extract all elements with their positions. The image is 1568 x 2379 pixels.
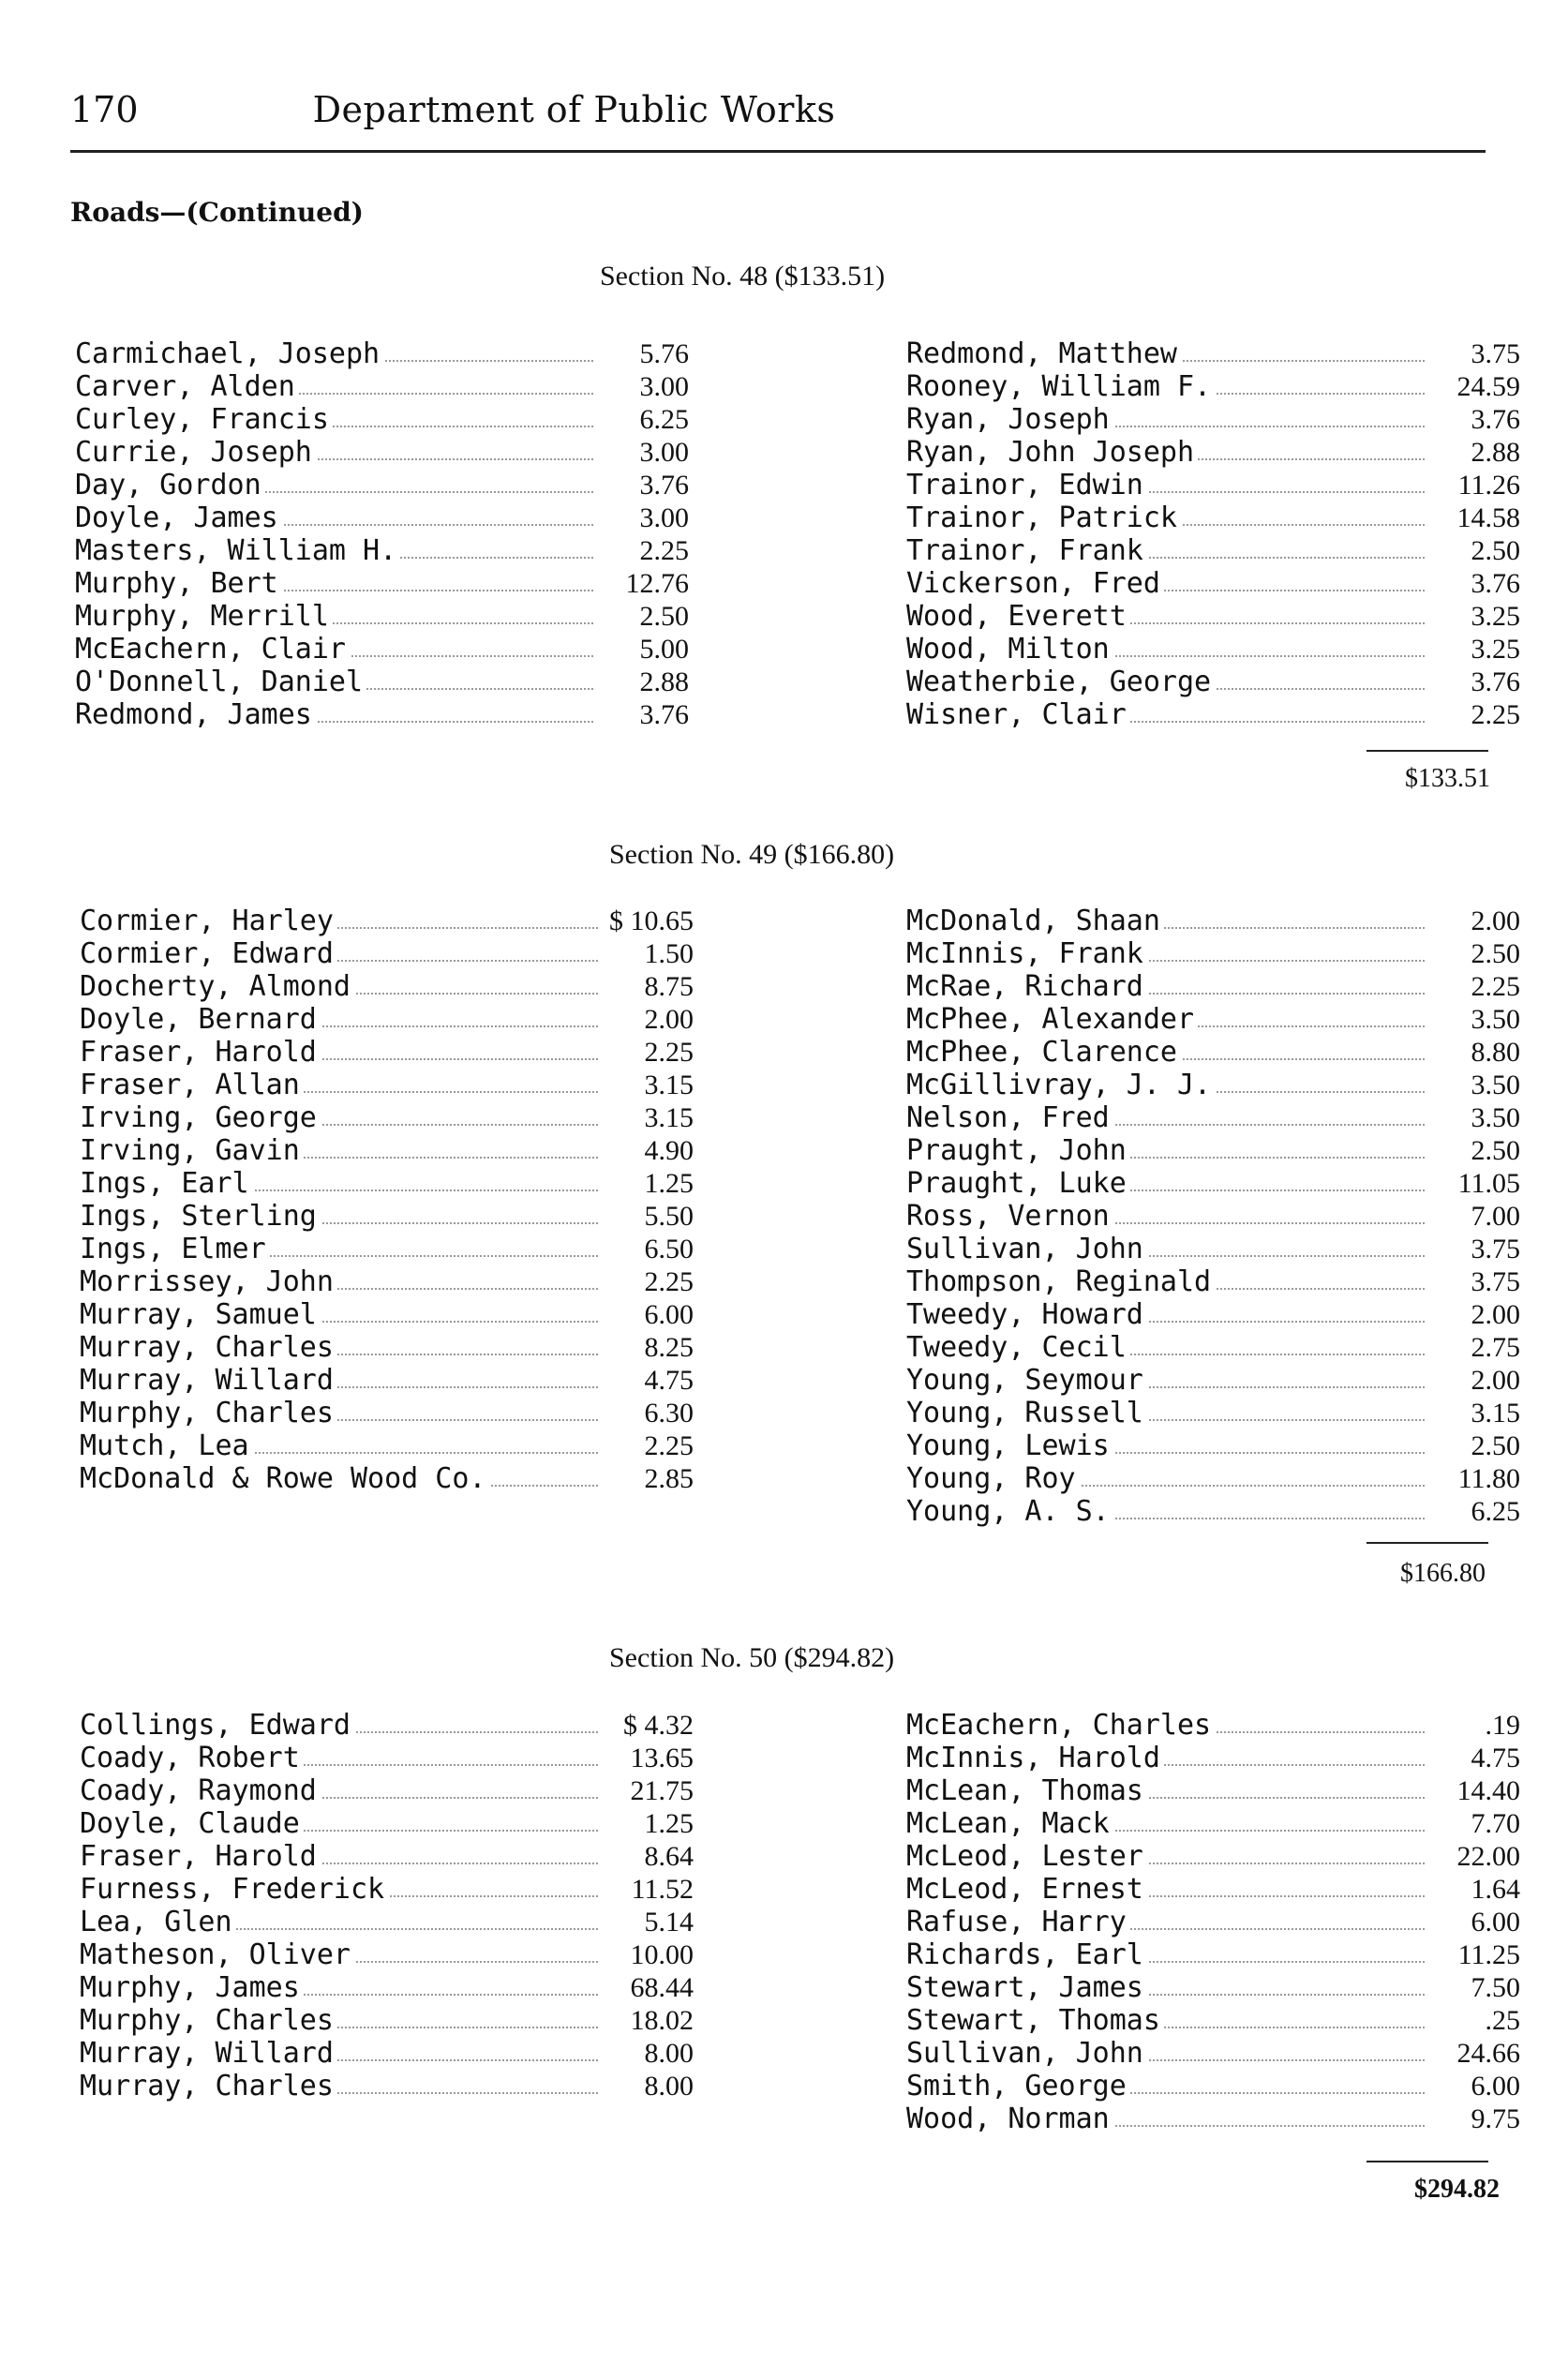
entry-amount: 2.50 — [1426, 534, 1520, 567]
entry-amount: 8.75 — [600, 970, 694, 1003]
list-item — [80, 1742, 694, 1774]
entry-amount: 3.00 — [595, 370, 689, 403]
entry-name: Fraser, Harold — [80, 1036, 321, 1069]
entry-amount: 8.25 — [600, 1331, 694, 1364]
entry-amount: 3.15 — [600, 1101, 694, 1134]
page-number: 170 — [70, 89, 139, 130]
entry-amount: 18.02 — [600, 2004, 694, 2037]
list-item — [906, 1167, 1520, 1200]
list-item — [80, 905, 694, 937]
continued-label: Roads—(Continued) — [70, 197, 364, 228]
entry-name: Trainor, Frank — [906, 534, 1147, 567]
entry-amount: 11.52 — [600, 1873, 694, 1906]
list-item — [75, 403, 689, 436]
entry-amount: 3.00 — [595, 501, 689, 534]
entry-name: Young, Roy — [906, 1462, 1080, 1495]
list-item — [906, 1101, 1520, 1134]
entry-name: McDonald & Rowe Wood Co. — [80, 1462, 489, 1495]
entry-amount: 24.59 — [1426, 370, 1520, 403]
section-50-right-column — [906, 1709, 1520, 2135]
list-item — [80, 1807, 694, 1840]
entry-amount: 14.58 — [1426, 501, 1520, 534]
list-item — [906, 1709, 1520, 1742]
entry-name: Trainor, Edwin — [906, 469, 1147, 501]
list-item — [906, 1233, 1520, 1265]
list-item — [80, 1298, 694, 1331]
entry-name: O'Donnell, Daniel — [75, 666, 366, 698]
entry-name: Ings, Elmer — [80, 1233, 270, 1265]
list-item — [906, 1036, 1520, 1069]
list-item — [75, 633, 689, 666]
section-49-right-column — [906, 905, 1520, 1528]
entry-name: Docherty, Almond — [80, 970, 354, 1003]
list-item — [906, 633, 1520, 666]
entry-name: Currie, Joseph — [75, 436, 316, 469]
entry-name: McPhee, Clarence — [906, 1036, 1181, 1069]
list-item — [75, 567, 689, 600]
entry-amount: 6.25 — [1426, 1495, 1520, 1528]
entry-amount: 5.76 — [595, 337, 689, 370]
entry-name: Murray, Samuel — [80, 1298, 321, 1331]
list-item — [906, 1906, 1520, 1938]
header-rule — [70, 150, 1486, 153]
entry-amount: 5.14 — [600, 1906, 694, 1938]
entry-amount: 8.00 — [600, 2037, 694, 2070]
list-item — [906, 1495, 1520, 1528]
entry-name: Praught, John — [906, 1134, 1130, 1167]
list-item — [906, 1742, 1520, 1774]
entry-name: Mutch, Lea — [80, 1429, 253, 1462]
entry-name: Smith, George — [906, 2070, 1130, 2102]
entry-name: Sullivan, John — [906, 2037, 1147, 2070]
entry-amount: 6.00 — [1426, 2070, 1520, 2102]
entry-name: Vickerson, Fred — [906, 567, 1164, 600]
list-item — [80, 1265, 694, 1298]
list-item — [80, 1938, 694, 1971]
entry-amount: 2.88 — [595, 666, 689, 698]
entry-amount: 3.75 — [1426, 1233, 1520, 1265]
section-50-total: $294.82 — [1414, 2175, 1500, 2204]
list-item — [80, 1429, 694, 1462]
section-50-title: Section No. 50 ($294.82) — [609, 1642, 895, 1673]
list-item — [906, 1364, 1520, 1397]
list-item — [906, 2070, 1520, 2102]
list-item — [80, 1709, 694, 1742]
list-item — [80, 1167, 694, 1200]
entry-amount: 1.25 — [600, 1167, 694, 1200]
entry-name: McRae, Richard — [906, 970, 1147, 1003]
entry-amount: 21.75 — [600, 1774, 694, 1807]
entry-amount: 3.15 — [600, 1069, 694, 1101]
entry-name: Coady, Robert — [80, 1742, 304, 1774]
list-item — [75, 337, 689, 370]
entry-name: Praught, Luke — [906, 1167, 1130, 1200]
list-item — [906, 1134, 1520, 1167]
list-item — [80, 1331, 694, 1364]
entry-amount: 3.00 — [595, 436, 689, 469]
entry-name: Masters, William H. — [75, 534, 400, 567]
list-item — [80, 1134, 694, 1167]
entry-name: Carver, Alden — [75, 370, 299, 403]
list-item — [906, 436, 1520, 469]
entry-amount: 10.00 — [600, 1938, 694, 1971]
list-item — [906, 534, 1520, 567]
list-item — [80, 1873, 694, 1906]
entry-name: Stewart, James — [906, 1971, 1147, 2004]
entry-amount: 3.15 — [1426, 1397, 1520, 1429]
entry-name: Murphy, Charles — [80, 1397, 337, 1429]
entry-amount: 7.50 — [1426, 1971, 1520, 2004]
entry-amount: 4.90 — [600, 1134, 694, 1167]
entry-name: Sullivan, John — [906, 1233, 1147, 1265]
list-item — [75, 698, 689, 731]
list-item — [906, 567, 1520, 600]
entry-amount: 24.66 — [1426, 2037, 1520, 2070]
entry-amount: 11.25 — [1426, 1938, 1520, 1971]
entry-amount: $ 4.32 — [600, 1709, 694, 1742]
section-48-right-column — [906, 337, 1520, 731]
entry-name: Murphy, Bert — [75, 567, 282, 600]
entry-amount: 2.50 — [1426, 937, 1520, 970]
entry-name: Ings, Earl — [80, 1167, 253, 1200]
list-item — [906, 1397, 1520, 1429]
page-header — [70, 89, 1486, 145]
entry-amount: 14.40 — [1426, 1774, 1520, 1807]
entry-name: Morrissey, John — [80, 1265, 337, 1298]
list-item — [80, 2037, 694, 2070]
entry-amount: 3.50 — [1426, 1003, 1520, 1036]
entry-amount: 2.88 — [1426, 436, 1520, 469]
entry-name: Murphy, James — [80, 1971, 304, 2004]
list-item — [75, 666, 689, 698]
entry-name: McEachern, Charles — [906, 1709, 1215, 1742]
list-item — [80, 970, 694, 1003]
list-item — [906, 905, 1520, 937]
list-item — [906, 1873, 1520, 1906]
entry-name: Collings, Edward — [80, 1709, 354, 1742]
entry-name: Irving, George — [80, 1101, 321, 1134]
list-item — [80, 2070, 694, 2102]
entry-name: Nelson, Fred — [906, 1101, 1113, 1134]
entry-name: McDonald, Shaan — [906, 905, 1164, 937]
entry-amount: 2.00 — [600, 1003, 694, 1036]
entry-amount: 8.80 — [1426, 1036, 1520, 1069]
section-48-title: Section No. 48 ($133.51) — [600, 261, 886, 292]
entry-name: Murphy, Merrill — [75, 600, 333, 633]
entry-name: Tweedy, Cecil — [906, 1331, 1130, 1364]
entry-amount: 11.05 — [1426, 1167, 1520, 1200]
entry-name: Lea, Glen — [80, 1906, 236, 1938]
entry-name: Young, Seymour — [906, 1364, 1147, 1397]
list-item — [906, 1938, 1520, 1971]
entry-amount: 2.75 — [1426, 1331, 1520, 1364]
list-item — [906, 1200, 1520, 1233]
entry-name: Cormier, Edward — [80, 937, 337, 970]
entry-name: Ryan, John Joseph — [906, 436, 1198, 469]
entry-amount: 2.85 — [600, 1462, 694, 1495]
entry-amount: 4.75 — [600, 1364, 694, 1397]
list-item — [906, 1298, 1520, 1331]
entry-amount: .19 — [1426, 1709, 1520, 1742]
entry-amount: 3.76 — [595, 698, 689, 731]
list-item — [906, 1429, 1520, 1462]
list-item — [80, 1003, 694, 1036]
entry-amount: 8.64 — [600, 1840, 694, 1873]
entry-amount: 4.75 — [1426, 1742, 1520, 1774]
entry-amount: 2.25 — [595, 534, 689, 567]
entry-name: Rooney, William F. — [906, 370, 1215, 403]
entry-amount: 3.76 — [1426, 666, 1520, 698]
entry-name: McInnis, Frank — [906, 937, 1147, 970]
list-item — [906, 2004, 1520, 2037]
list-item — [80, 1069, 694, 1101]
entry-amount: 3.50 — [1426, 1069, 1520, 1101]
entry-name: Redmond, Matthew — [906, 337, 1181, 370]
entry-amount: 3.75 — [1426, 1265, 1520, 1298]
entry-amount: 2.00 — [1426, 1298, 1520, 1331]
entry-name: Stewart, Thomas — [906, 2004, 1164, 2037]
entry-name: Coady, Raymond — [80, 1774, 321, 1807]
entry-name: McGillivray, J. J. — [906, 1069, 1215, 1101]
entry-name: Tweedy, Howard — [906, 1298, 1147, 1331]
entry-amount: 3.76 — [595, 469, 689, 501]
list-item — [906, 1265, 1520, 1298]
entry-name: Curley, Francis — [75, 403, 333, 436]
entry-amount: 22.00 — [1426, 1840, 1520, 1873]
list-item — [906, 403, 1520, 436]
list-item — [906, 1774, 1520, 1807]
section-49-total: $166.80 — [1400, 1559, 1486, 1588]
entry-name: Wood, Norman — [906, 2102, 1113, 2135]
entry-name: Murray, Charles — [80, 2070, 337, 2102]
list-item — [80, 937, 694, 970]
list-item — [906, 1840, 1520, 1873]
list-item — [906, 600, 1520, 633]
list-item — [80, 1364, 694, 1397]
list-item — [906, 698, 1520, 731]
list-item — [75, 501, 689, 534]
entry-name: Rafuse, Harry — [906, 1906, 1130, 1938]
list-item — [75, 534, 689, 567]
list-item — [906, 370, 1520, 403]
list-item — [906, 2102, 1520, 2135]
entry-name: McLean, Thomas — [906, 1774, 1147, 1807]
entry-amount: 2.50 — [1426, 1429, 1520, 1462]
entry-amount: 5.00 — [595, 633, 689, 666]
section-49-left-column — [80, 905, 694, 1495]
list-item — [80, 1774, 694, 1807]
entry-name: Fraser, Allan — [80, 1069, 304, 1101]
entry-amount: 3.76 — [1426, 567, 1520, 600]
entry-amount: 11.80 — [1426, 1462, 1520, 1495]
entry-name: Murray, Charles — [80, 1331, 337, 1364]
entry-amount: 2.25 — [600, 1036, 694, 1069]
entry-name: Thompson, Reginald — [906, 1265, 1215, 1298]
entry-name: Matheson, Oliver — [80, 1938, 354, 1971]
entry-name: Murray, Willard — [80, 1364, 337, 1397]
list-item — [80, 1906, 694, 1938]
list-item — [906, 666, 1520, 698]
entry-name: McInnis, Harold — [906, 1742, 1164, 1774]
entry-name: Ross, Vernon — [906, 1200, 1113, 1233]
list-item — [75, 469, 689, 501]
section-50-left-column — [80, 1709, 694, 2102]
entry-amount: 3.76 — [1426, 403, 1520, 436]
entry-amount: 13.65 — [600, 1742, 694, 1774]
entry-name: Day, Gordon — [75, 469, 265, 501]
entry-name: Fraser, Harold — [80, 1840, 321, 1873]
list-item — [80, 1840, 694, 1873]
entry-amount: 1.50 — [600, 937, 694, 970]
list-item — [80, 1397, 694, 1429]
entry-name: Doyle, Bernard — [80, 1003, 321, 1036]
entry-amount: 1.25 — [600, 1807, 694, 1840]
list-item — [75, 370, 689, 403]
entry-amount: 7.00 — [1426, 1200, 1520, 1233]
entry-amount: 3.25 — [1426, 600, 1520, 633]
entry-name: Wood, Everett — [906, 600, 1130, 633]
list-item — [75, 436, 689, 469]
entry-amount: 2.25 — [600, 1265, 694, 1298]
entry-name: Doyle, Claude — [80, 1807, 304, 1840]
entry-amount: .25 — [1426, 2004, 1520, 2037]
list-item — [906, 2037, 1520, 2070]
list-item — [906, 1003, 1520, 1036]
entry-amount: 2.25 — [1426, 970, 1520, 1003]
list-item — [906, 501, 1520, 534]
list-item — [906, 1807, 1520, 1840]
entry-name: Young, Lewis — [906, 1429, 1113, 1462]
entry-name: Carmichael, Joseph — [75, 337, 383, 370]
list-item — [906, 1462, 1520, 1495]
entry-amount: 1.64 — [1426, 1873, 1520, 1906]
list-item — [80, 2004, 694, 2037]
entry-amount: 2.50 — [1426, 1134, 1520, 1167]
entry-name: Weatherbie, George — [906, 666, 1215, 698]
entry-amount: 68.44 — [600, 1971, 694, 2004]
entry-amount: 7.70 — [1426, 1807, 1520, 1840]
entry-amount: 3.25 — [1426, 633, 1520, 666]
section-50-total-rule — [1366, 2161, 1488, 2162]
list-item — [906, 337, 1520, 370]
entry-amount: 6.50 — [600, 1233, 694, 1265]
entry-amount: 6.25 — [595, 403, 689, 436]
entry-amount: 6.00 — [1426, 1906, 1520, 1938]
entry-name: Ryan, Joseph — [906, 403, 1113, 436]
page-title: Department of Public Works — [312, 89, 836, 130]
list-item — [80, 1462, 694, 1495]
entry-name: McLean, Mack — [906, 1807, 1113, 1840]
list-item — [906, 1069, 1520, 1101]
entry-amount: 3.75 — [1426, 337, 1520, 370]
entry-amount: 6.00 — [600, 1298, 694, 1331]
section-49-title: Section No. 49 ($166.80) — [609, 839, 895, 870]
list-item — [80, 1200, 694, 1233]
entry-name: Wisner, Clair — [906, 698, 1130, 731]
section-48-total-rule — [1366, 750, 1488, 752]
entry-name: Richards, Earl — [906, 1938, 1147, 1971]
entry-amount: 9.75 — [1426, 2102, 1520, 2135]
list-item — [80, 1233, 694, 1265]
entry-name: Furness, Frederick — [80, 1873, 388, 1906]
list-item — [80, 1971, 694, 2004]
list-item — [906, 1971, 1520, 2004]
entry-name: Murphy, Charles — [80, 2004, 337, 2037]
entry-name: McLeod, Lester — [906, 1840, 1147, 1873]
list-item — [906, 469, 1520, 501]
entry-name: Irving, Gavin — [80, 1134, 304, 1167]
entry-name: McPhee, Alexander — [906, 1003, 1198, 1036]
section-49-total-rule — [1366, 1542, 1488, 1544]
entry-name: Trainor, Patrick — [906, 501, 1181, 534]
entry-name: Murray, Willard — [80, 2037, 337, 2070]
entry-name: Doyle, James — [75, 501, 282, 534]
list-item — [80, 1101, 694, 1134]
entry-amount: 2.00 — [1426, 1364, 1520, 1397]
entry-name: Young, Russell — [906, 1397, 1147, 1429]
entry-amount: 5.50 — [600, 1200, 694, 1233]
list-item — [906, 970, 1520, 1003]
entry-amount: $ 10.65 — [600, 905, 694, 937]
entry-amount: 6.30 — [600, 1397, 694, 1429]
entry-name: McLeod, Ernest — [906, 1873, 1147, 1906]
entry-name: Ings, Sterling — [80, 1200, 321, 1233]
entry-name: Young, A. S. — [906, 1495, 1113, 1528]
entry-name: Cormier, Harley — [80, 905, 337, 937]
entry-name: Wood, Milton — [906, 633, 1113, 666]
section-48-total: $133.51 — [1405, 764, 1490, 793]
entry-amount: 2.00 — [1426, 905, 1520, 937]
section-48-left-column — [75, 337, 689, 731]
list-item — [906, 937, 1520, 970]
entry-name: Redmond, James — [75, 698, 316, 731]
entry-amount: 8.00 — [600, 2070, 694, 2102]
entry-amount: 2.25 — [600, 1429, 694, 1462]
entry-amount: 11.26 — [1426, 469, 1520, 501]
entry-amount: 12.76 — [595, 567, 689, 600]
entry-amount: 2.50 — [595, 600, 689, 633]
entry-amount: 2.25 — [1426, 698, 1520, 731]
list-item — [80, 1036, 694, 1069]
entry-name: McEachern, Clair — [75, 633, 350, 666]
list-item — [75, 600, 689, 633]
entry-amount: 3.50 — [1426, 1101, 1520, 1134]
list-item — [906, 1331, 1520, 1364]
